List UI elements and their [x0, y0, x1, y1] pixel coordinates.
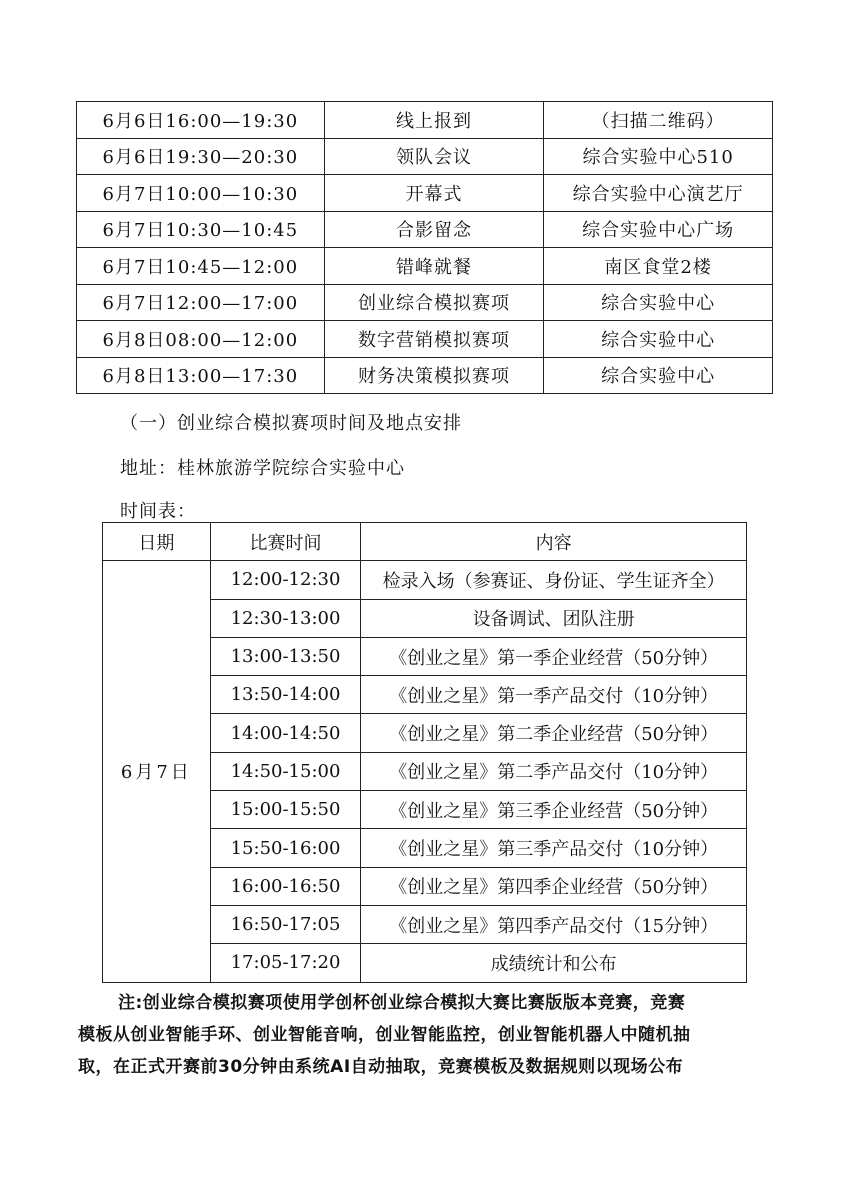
timetable [102, 522, 747, 983]
schedule-place: 综合实验中心演艺厅 [544, 175, 773, 212]
schedule-time: 6月7日12:00—17:00 [77, 284, 325, 321]
timetable-content: 《创业之星》第三季产品交付（10分钟） [361, 829, 747, 867]
schedule-row [77, 175, 773, 212]
timetable-content: 设备调试、团队注册 [361, 599, 747, 637]
schedule-row [77, 211, 773, 248]
schedule-row [77, 138, 773, 175]
schedule-place: 综合实验中心 [544, 321, 773, 358]
timetable-time: 14:00-14:50 [210, 714, 361, 752]
schedule-event: 错峰就餐 [324, 248, 544, 285]
timetable-time: 12:30-13:00 [210, 599, 361, 637]
timetable-content: 检录入场（参赛证、身份证、学生证齐全） [361, 561, 747, 599]
timetable-header-row [103, 523, 747, 561]
timetable-content: 《创业之星》第一季产品交付（10分钟） [361, 676, 747, 714]
timetable-time: 13:50-14:00 [210, 676, 361, 714]
schedule-row [77, 248, 773, 285]
note-line: 取，在正式开赛前30分钟由系统AI自动抽取，竞赛模板及数据规则以现场公布 [78, 1057, 684, 1077]
header-time: 比赛时间 [210, 523, 361, 561]
schedule-body [77, 102, 773, 394]
note-line: 模板从创业智能手环、创业智能音响，创业智能监控，创业智能机器人中随机抽 [78, 1025, 691, 1045]
schedule-table [76, 101, 773, 394]
timetable-time: 14:50-15:00 [210, 752, 361, 790]
schedule-event: 领队会议 [324, 138, 544, 175]
timetable-content: 《创业之星》第二季企业经营（50分钟） [361, 714, 747, 752]
timetable-content: 《创业之星》第一季企业经营（50分钟） [361, 637, 747, 675]
timetable-time: 15:50-16:00 [210, 829, 361, 867]
schedule-event: 合影留念 [324, 211, 544, 248]
schedule-place: 南区食堂2楼 [544, 248, 773, 285]
timetable-date: 6月7日 [103, 561, 211, 982]
note-paragraph [78, 987, 772, 1083]
timetable-content: 《创业之星》第四季企业经营（50分钟） [361, 867, 747, 905]
timetable-body [103, 561, 747, 982]
schedule-place: （扫描二维码） [544, 102, 773, 139]
schedule-event: 开幕式 [324, 175, 544, 212]
section-heading: （一）创业综合模拟赛项时间及地点安排 [120, 413, 462, 434]
schedule-time: 6月7日10:30—10:45 [77, 211, 325, 248]
schedule-time: 6月7日10:45—12:00 [77, 248, 325, 285]
schedule-time: 6月8日13:00—17:30 [77, 357, 325, 394]
schedule-time: 6月6日19:30—20:30 [77, 138, 325, 175]
schedule-place: 综合实验中心 [544, 284, 773, 321]
schedule-place: 综合实验中心广场 [544, 211, 773, 248]
schedule-event: 创业综合模拟赛项 [324, 284, 544, 321]
header-content: 内容 [361, 523, 747, 561]
schedule-time: 6月8日08:00—12:00 [77, 321, 325, 358]
timetable-time: 15:00-15:50 [210, 791, 361, 829]
timetable-content: 《创业之星》第二季产品交付（10分钟） [361, 752, 747, 790]
schedule-row [77, 357, 773, 394]
schedule-row [77, 321, 773, 358]
schedule-place: 综合实验中心 [544, 357, 773, 394]
schedule-event: 线上报到 [324, 102, 544, 139]
schedule-place: 综合实验中心510 [544, 138, 773, 175]
timetable-content: 成绩统计和公布 [361, 944, 747, 982]
timetable-time: 13:00-13:50 [210, 637, 361, 675]
schedule-time: 6月6日16:00—19:30 [77, 102, 325, 139]
schedule-event: 财务决策模拟赛项 [324, 357, 544, 394]
timetable-time: 12:00-12:30 [210, 561, 361, 599]
schedule-event: 数字营销模拟赛项 [324, 321, 544, 358]
schedule-time: 6月7日10:00—10:30 [77, 175, 325, 212]
timetable-row [103, 561, 747, 599]
timetable-label: 时间表： [120, 501, 196, 522]
timetable-time: 16:00-16:50 [210, 867, 361, 905]
address-line: 地址：桂林旅游学院综合实验中心 [120, 458, 405, 479]
schedule-row [77, 102, 773, 139]
timetable-time: 17:05-17:20 [210, 944, 361, 982]
note-line: 注:创业综合模拟赛项使用学创杯创业综合模拟大赛比赛版版本竞赛，竞赛 [118, 993, 686, 1013]
timetable-content: 《创业之星》第三季企业经营（50分钟） [361, 791, 747, 829]
schedule-row [77, 284, 773, 321]
header-date: 日期 [103, 523, 211, 561]
timetable-content: 《创业之星》第四季产品交付（15分钟） [361, 905, 747, 943]
timetable-time: 16:50-17:05 [210, 905, 361, 943]
